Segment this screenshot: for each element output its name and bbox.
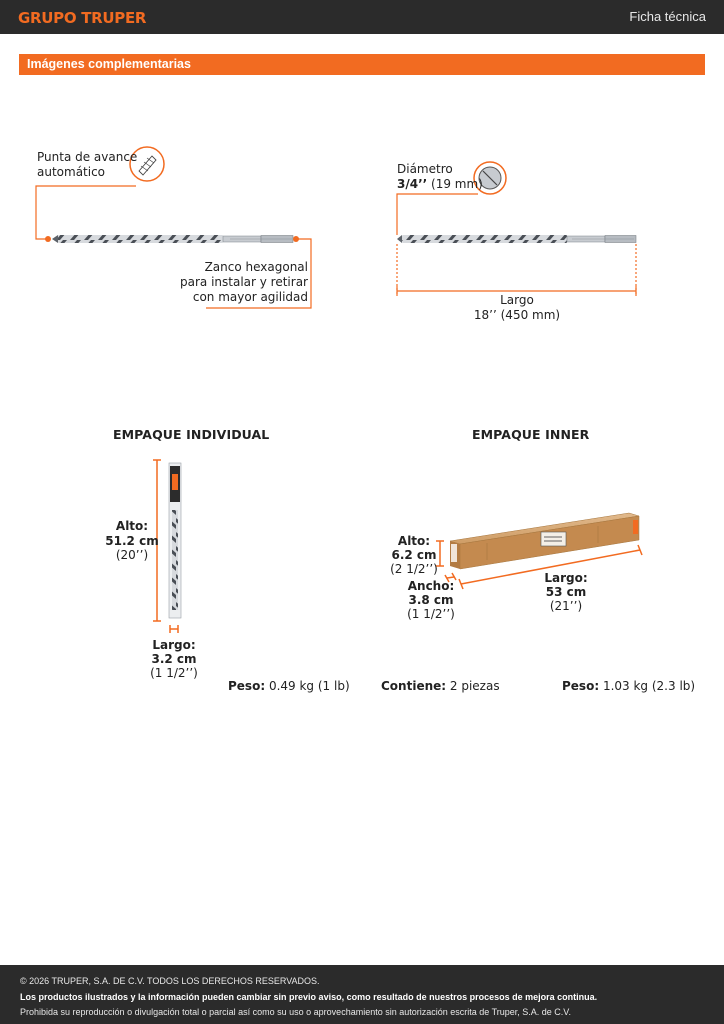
length-dimension-line xyxy=(397,244,636,296)
inner-peso xyxy=(562,679,695,694)
callout-leader-tip xyxy=(36,186,136,239)
individual-package-heading: EMPAQUE INDIVIDUAL xyxy=(113,427,270,442)
individual-width-dimension xyxy=(170,625,178,633)
diameter-metric: (19 mm) xyxy=(431,177,483,191)
individual-alto-cm: 51.2 cm xyxy=(105,534,159,548)
individual-package-image xyxy=(169,463,181,618)
inner-peso-label: Peso: xyxy=(562,679,600,693)
inner-package-heading: EMPAQUE INNER xyxy=(472,427,590,442)
callout-leader-diameter xyxy=(397,194,478,235)
diameter-value: 3/4’’ xyxy=(397,177,428,191)
section-title: Imágenes complementarias xyxy=(27,57,191,71)
length-value-line xyxy=(457,308,577,323)
footer-copyright: © 2026 TRUPER, S.A. DE C.V. TODOS LOS DERECHOS RESERVADOS. xyxy=(20,976,320,986)
inner-largo-cm: 53 cm xyxy=(545,585,587,599)
inner-largo-in: (21’’) xyxy=(549,599,583,613)
shank-label-line2: para instalar y retirar xyxy=(180,275,308,289)
individual-largo-cm: 3.2 cm xyxy=(151,652,197,666)
diameter-label: Diámetro xyxy=(397,162,453,176)
footer xyxy=(0,965,724,1024)
tip-label-line1: Punta de avance xyxy=(37,150,138,164)
inner-alto-label: Alto: xyxy=(397,534,431,548)
individual-alto-label: Alto: xyxy=(115,519,149,533)
length-label: Largo xyxy=(500,293,534,307)
individual-largo-in: (1 1/2’’) xyxy=(150,666,198,680)
inner-contiene xyxy=(381,679,500,694)
inner-box-image xyxy=(450,513,639,569)
footer-legal: Prohibida su reproducción o divulgación total o parcial así como su uso o aprovechamiento sin autorización escrita de Truper, S.A. de C.V. xyxy=(20,1007,571,1017)
inner-contiene-value: 2 piezas xyxy=(449,679,500,693)
footer-notice: Los productos ilustrados y la información pueden cambiar sin previo aviso, como resultado de nuestros procesos de mejora continua. xyxy=(20,991,598,1002)
inner-alto-cm: 6.2 cm xyxy=(391,548,437,562)
inner-ancho-cm: 3.8 cm xyxy=(408,593,454,607)
tip-marker xyxy=(45,236,51,242)
diameter-value-line xyxy=(397,177,483,192)
drill-bit-image-left xyxy=(52,235,293,243)
inner-peso-value: 1.03 kg (2.3 lb) xyxy=(602,679,696,693)
individual-alto-in: (20’’) xyxy=(115,548,149,562)
length-value: 18’’ xyxy=(473,308,497,322)
individual-peso-value: 0.49 kg (1 lb) xyxy=(268,679,350,693)
inner-ancho-in: (1 1/2’’) xyxy=(407,607,455,621)
company-logo: GRUPO TRUPER xyxy=(18,9,147,27)
inner-largo-label: Largo: xyxy=(544,571,588,585)
shank-marker xyxy=(293,236,299,242)
shank-label-line3: con mayor agilidad xyxy=(192,290,308,304)
document-type: Ficha técnica xyxy=(629,9,706,24)
length-metric: (450 mm) xyxy=(500,308,561,322)
individual-peso xyxy=(228,679,350,694)
drill-bit-image-right xyxy=(397,235,636,243)
inner-ancho-label: Ancho: xyxy=(407,579,455,593)
tip-label-line2: automático xyxy=(37,165,106,179)
inner-contiene-label: Contiene: xyxy=(381,679,447,693)
inner-alto-in: (2 1/2’’) xyxy=(390,562,438,576)
shank-label-line1: Zanco hexagonal xyxy=(204,260,308,274)
individual-peso-label: Peso: xyxy=(228,679,266,693)
individual-largo-label: Largo: xyxy=(152,638,196,652)
